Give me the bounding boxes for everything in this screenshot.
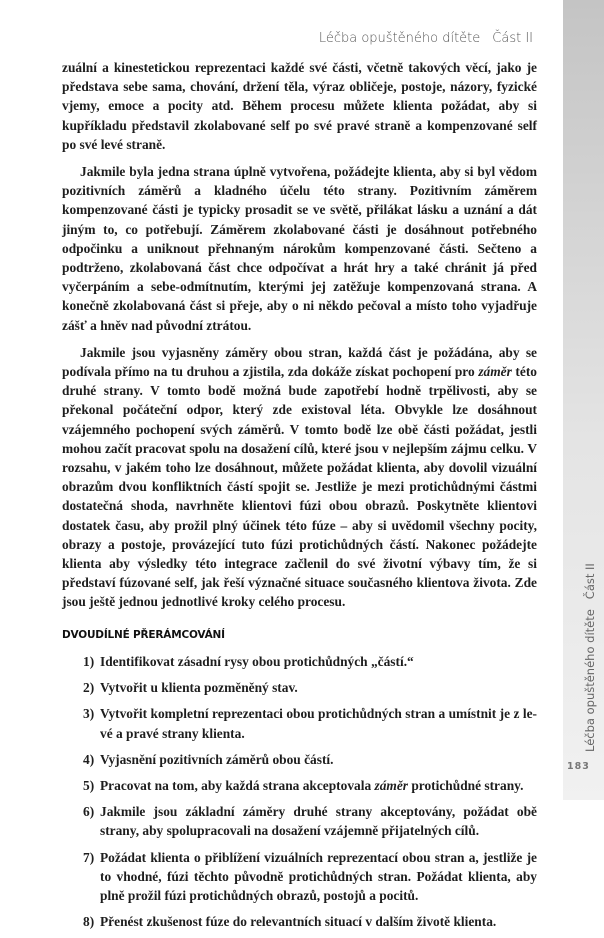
item-text: Jakmile jsou základní záměry druhé strany akceptovány, požádat obě strany, aby spolupracovali na dosažení vzájemně přijatelných cílů.	[100, 804, 537, 839]
list-item	[62, 652, 537, 671]
side-part: Část II	[583, 563, 597, 600]
item-number: 7)	[83, 849, 95, 865]
item-text: Vyjasnění pozitivních záměrů obou částí.	[100, 751, 334, 767]
text-run: Jakmile jsou vyjasněny záměry obou stran, každá část je požádána, aby se podívala přímo na tu druhou a zjistila, zda dokáže získat pochopení pro	[62, 344, 537, 380]
item-number: 4)	[83, 751, 95, 767]
page-number: 183	[567, 761, 590, 772]
running-header	[319, 31, 533, 46]
text-run: této druhé strany. V tomto bodě možná bude zapotřebí hodně trpělivosti, aby se překonal počáteční odpor, který zde existoval léta. Obvykle lze dosáhnout vzájemného pochopení svých záměrů. V tomto bodě lze obě části požádat, jestli mohou začít pracovat spolu na dosažení cílů, které jsou v nejlepším zájmu celku. V rozsahu, v jakém toho lze dosáhnout, můžete požádat klienta, aby dovolil vizuální obrazům dvou konfliktních částí spojit se. Jestliže je mezi protichůdnými částmi dostatečná shoda, navrhněte klientovi fúzi obou obrazů. Poskytněte klientovi dostatek času, aby prožil plný účinek této fúze – aby si uvědomil všechny pocity, obrazy a postoje, provázející tuto fúzi protichůdných částí. Nakonec požádejte klienta aby výsledky této integrace začlenil do své životní výbavy tím, že si představí fúzované self, jak řeší význačné situace současného klientova života. Zde jsou ještě jednou jednotlivé kroky celého procesu.	[62, 364, 537, 610]
text-run: Pracovat na tom, aby každá strana akceptovala	[100, 777, 375, 793]
item-text: Vytvořit u klienta pozměněný stav.	[100, 680, 298, 696]
page-body	[62, 58, 537, 938]
item-text: Přenést zkušenost fúze do relevantních situací v dalším životě klienta.	[100, 914, 497, 930]
list-item	[62, 776, 537, 795]
section-heading: DVOUDÍLNÉ PŘERÁMCOVÁNÍ	[62, 628, 225, 641]
side-title: Léčba opuštěného dítěte	[583, 609, 597, 752]
paragraph	[62, 343, 537, 612]
list-item	[62, 848, 537, 906]
paragraph: zuální a kinestetickou reprezentaci každé své části, včetně takových věcí, jako je představa sebe sama, chování, držení těla, výraz obličeje, postoje, názory, fyzické vjemy, emoce a pocity atd. Během procesu můžete klienta požádat, aby si kupříkladu představil zkolabované self po své pravé straně a kompenzované self po své levé straně.	[62, 60, 537, 152]
item-number: 3)	[83, 706, 95, 722]
list-item	[62, 912, 537, 931]
item-number: 2)	[83, 680, 95, 696]
item-number: 5)	[83, 777, 95, 793]
text-run: protichůdné strany.	[407, 777, 524, 793]
header-part: Část II	[492, 31, 533, 46]
steps-list	[62, 652, 537, 931]
item-text: Požádat klienta o přiblížení vizuálních reprezentací obou stran a, jestliže je to vhodné, fúzi těchto původně protichůdných stran. Požádat klienta, aby plně prožil fúzi protichůdných obrazů, postojů a pocitů.	[100, 849, 537, 903]
item-number: 8)	[83, 914, 95, 930]
emphasis: záměr	[478, 364, 512, 380]
list-item	[62, 802, 537, 840]
side-running-header	[583, 563, 597, 752]
emphasis: záměr	[374, 777, 408, 793]
paragraph: Jakmile byla jedna strana úplně vytvořena, požádejte klienta, aby si byl vědom pozitivních záměrů a kladného účelu této strany. Pozitivním záměrem kompenzované části je typicky prosadit se ve světě, přilákat lásku a uznání a dát jiným to, co potřebují. Záměrem zkolabované části je dosáhnout potřebného odpočinku a uniknout přehnaným nárokům kompenzované části. Sečteno a podtrženo, zkolabovaná část chce odpočívat a hrát hry a také chránit já před vyčerpáním a sebe-odmítnutím, kterými jej zatěžuje kompenzovaná strana. A konečně zkolabovaná část si přeje, aby o ni někdo pečoval a místo toho vyjadřuje zášť a hněv nad původní ztrátou.	[62, 164, 537, 333]
list-item	[62, 678, 537, 697]
item-text: Identifikovat zásadní rysy obou protichůdných „částí.“	[100, 653, 414, 669]
list-item	[62, 750, 537, 769]
header-title: Léčba opuštěného dítěte	[318, 31, 481, 46]
item-number: 6)	[83, 804, 95, 820]
item-number: 1)	[83, 653, 95, 669]
item-text: Vytvořit kompletní reprezentaci obou protichůdných stran a umístnit je z levé a pravé strany klienta.	[100, 706, 537, 741]
list-item	[62, 704, 537, 742]
